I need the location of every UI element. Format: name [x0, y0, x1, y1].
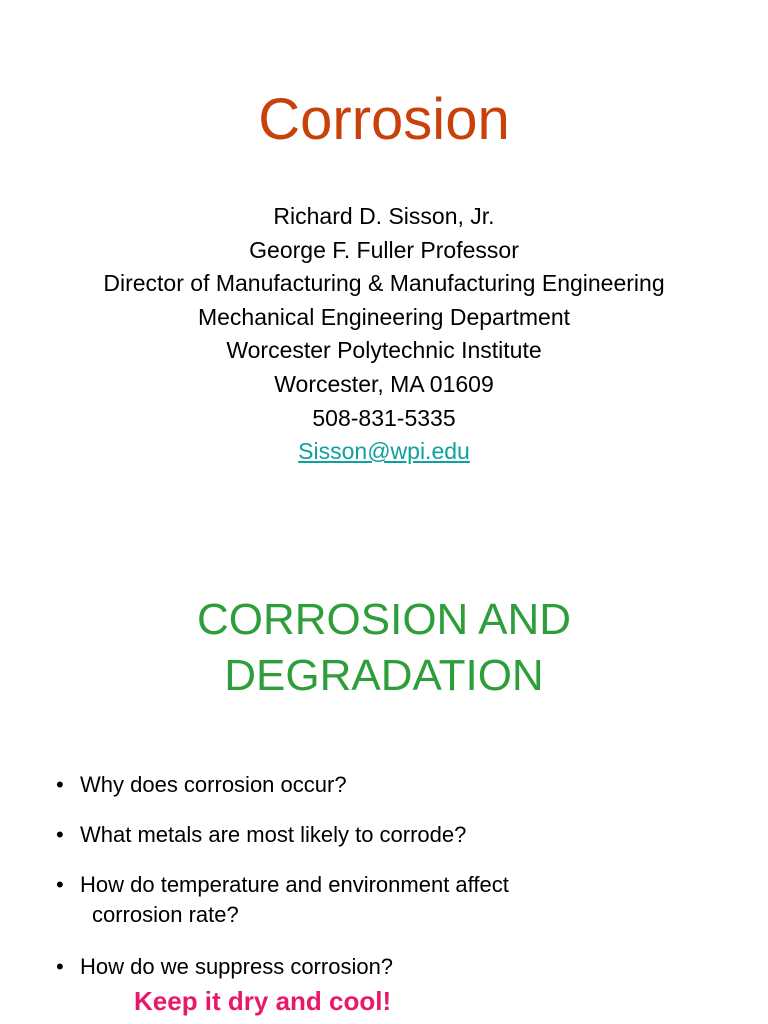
- author-department: Mechanical Engineering Department: [197, 303, 571, 330]
- list-item-text: Why does corrosion occur?: [80, 772, 347, 797]
- author-name: Richard D. Sisson, Jr.: [273, 203, 495, 229]
- author-info: [0, 200, 768, 469]
- author-position: Director of Manufacturing & Manufacturing Engineering: [103, 270, 665, 297]
- list-item-continuation: corrosion rate?: [92, 902, 239, 927]
- author-institute: Worcester Polytechnic Institute: [226, 337, 542, 364]
- bullet-icon: •: [56, 954, 64, 979]
- list-item: [56, 870, 756, 930]
- author-phone: 508-831-5335: [312, 404, 456, 431]
- author-title: George F. Fuller Professor: [249, 236, 519, 263]
- question-list: [56, 770, 756, 982]
- author-address: Worcester, MA 01609: [274, 370, 494, 397]
- bullet-icon: •: [56, 822, 64, 847]
- list-item: [56, 770, 756, 800]
- bullet-icon: •: [56, 772, 64, 797]
- list-item-text: What metals are most likely to corrode?: [80, 822, 467, 847]
- section-title-line-2: DEGRADATION: [224, 651, 544, 700]
- list-item-text: How do temperature and environment affect: [80, 872, 509, 897]
- section-title-line-1: CORROSION AND: [196, 595, 572, 644]
- page-title: Corrosion: [258, 87, 510, 152]
- list-item-text: How do we suppress corrosion?: [80, 954, 394, 979]
- answer-emphasis: Keep it dry and cool!: [134, 986, 392, 1016]
- bullet-icon: •: [56, 872, 64, 897]
- section-title: [0, 592, 768, 704]
- list-item: [56, 820, 756, 850]
- list-item: [56, 952, 756, 982]
- email-link[interactable]: Sisson@wpi.edu: [298, 438, 470, 465]
